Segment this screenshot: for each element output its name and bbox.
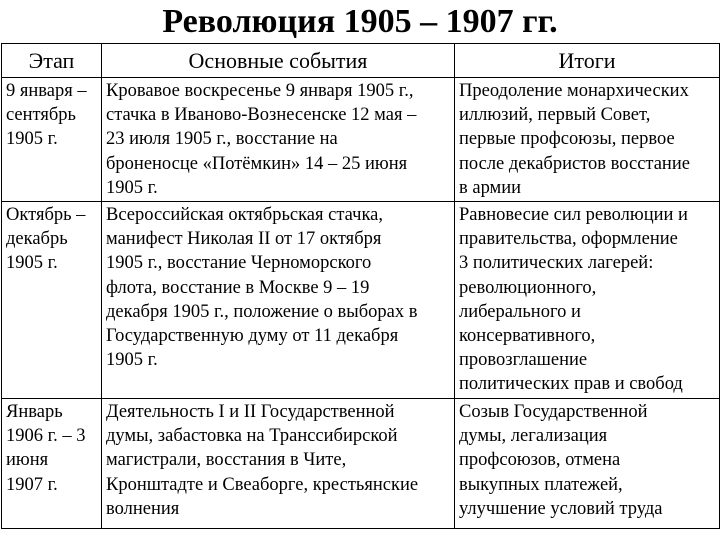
cell-line: 3 политических лагерей: (459, 253, 654, 274)
header-stage: Этап (2, 44, 102, 78)
cell-line: декабрь (6, 229, 68, 250)
cell-line: улучшение условий труда (459, 498, 663, 519)
cell-line: Преодоление монархических (459, 81, 689, 101)
cell-line: 23 июля 1905 г., восстание на (106, 129, 338, 150)
table-row (2, 399, 720, 529)
cell-line: 1905 г. (106, 177, 158, 198)
cell-line: Всероссийская октябрьская стачка, (106, 205, 383, 226)
stage-cell (2, 78, 102, 202)
stage-cell (2, 399, 102, 529)
cell-line: манифест Николая II от 17 октября (106, 229, 382, 250)
cell-line: политических прав и свобод (459, 374, 683, 395)
cell-line: думы, легализация (459, 426, 608, 447)
cell-line: Государственную думу от 11 декабря (106, 326, 399, 347)
cell-line: либерального и (459, 301, 581, 322)
cell-line: июня (6, 450, 49, 471)
cell-line: 1905 г. (6, 253, 58, 274)
results-cell (455, 78, 720, 202)
cell-line: 1905 г., восстание Черноморского (106, 253, 372, 274)
header-events: Основные события (102, 44, 455, 78)
page-title: Революция 1905 – 1907 гг. (162, 3, 558, 40)
results-cell (455, 399, 720, 529)
cell-line: сентябрь (6, 105, 76, 126)
table-row (2, 78, 720, 202)
cell-line: правительства, оформление (459, 229, 678, 250)
cell-line: провозглашение (459, 350, 588, 371)
cell-line: первые профсоюзы, первое (459, 129, 675, 150)
cell-line: Январь (6, 402, 63, 423)
stage-cell (2, 202, 102, 399)
cell-line: иллюзий, первый Совет, (459, 105, 651, 126)
events-cell (102, 399, 455, 529)
cell-line: флота, восстание в Москве 9 – 19 (106, 277, 370, 298)
cell-line: революционного, (459, 277, 597, 298)
table-header-row (2, 44, 720, 78)
results-cell (455, 202, 720, 399)
cell-line: Равновесие сил революции и (459, 205, 688, 226)
cell-line: выкупных платежей, (459, 474, 623, 495)
cell-line: 1905 г. (6, 129, 58, 150)
cell-line: Деятельность I и II Государственной (106, 402, 395, 423)
events-cell (102, 202, 455, 399)
cell-line: в армии (459, 177, 522, 198)
cell-line: декабря 1905 г., положение о выборах в (106, 301, 418, 322)
cell-line: стачка в Иваново-Вознесенске 12 мая – (106, 105, 417, 126)
header-results: Итоги (455, 44, 720, 78)
table-row (2, 202, 720, 399)
cell-line: Созыв Государственной (459, 402, 648, 423)
cell-line: броненосце «Потёмкин» 14 – 25 июня (106, 153, 408, 174)
cell-line: думы, забастовка на Транссибирской (106, 426, 398, 447)
events-cell (102, 78, 455, 202)
cell-line: 1906 г. – 3 (6, 426, 86, 447)
cell-line: профсоюзов, отмена (459, 450, 621, 471)
cell-line: 1905 г. (106, 350, 158, 371)
cell-line: волнения (106, 498, 180, 519)
cell-line: 1907 г. (6, 474, 58, 495)
cell-line: Октябрь – (6, 205, 86, 226)
cell-line: Кровавое воскресенье 9 января 1905 г., (106, 81, 414, 101)
cell-line: после декабристов восстание (459, 153, 690, 174)
cell-line: магистрали, восстания в Чите, (106, 450, 347, 471)
cell-line: консервативного, (459, 326, 596, 347)
revolution-table (1, 43, 720, 529)
cell-line: 9 января – (6, 81, 87, 101)
cell-line: Кронштадте и Свеаборге, крестьянские (106, 474, 419, 495)
